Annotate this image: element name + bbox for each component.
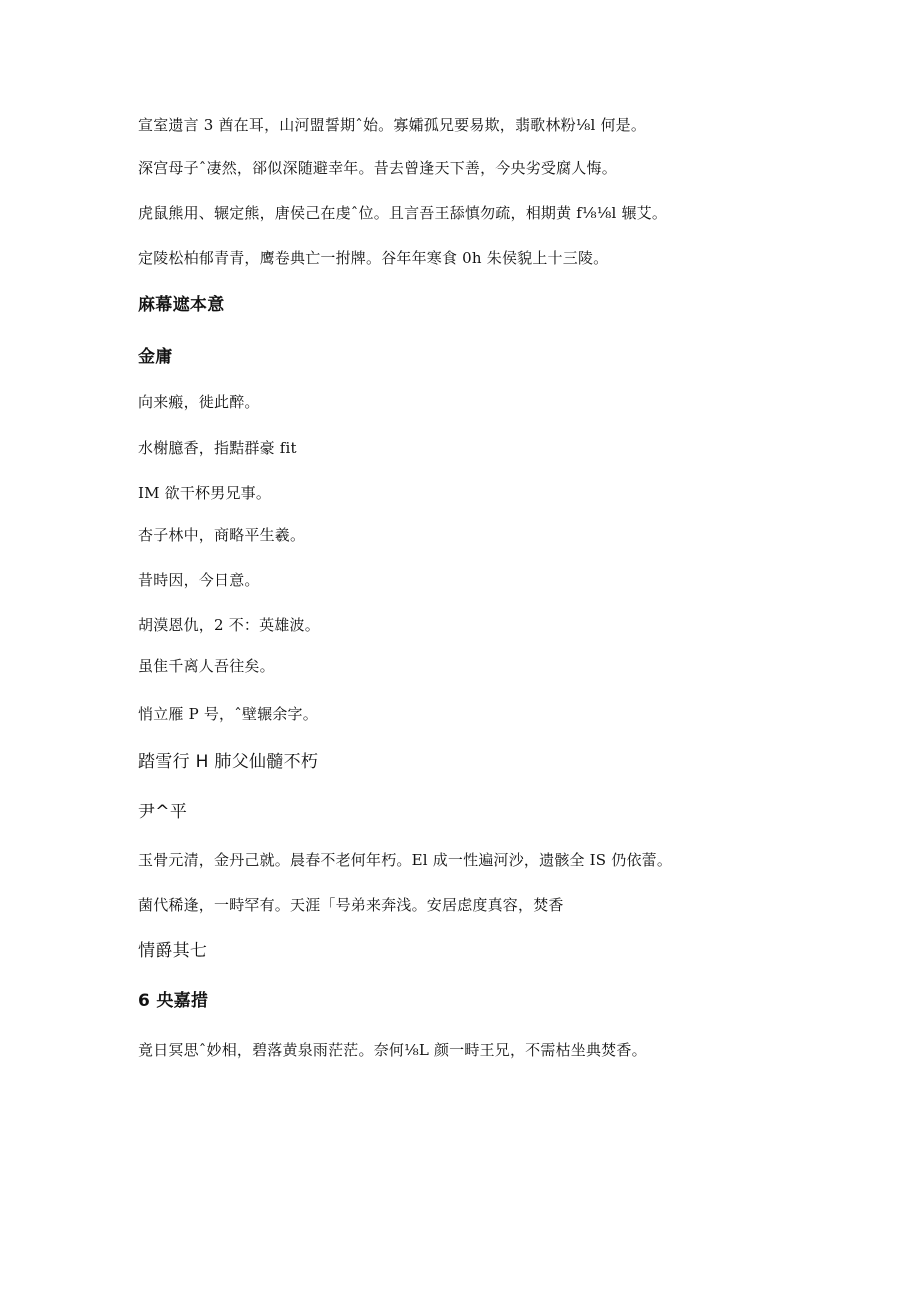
poem-line: 悄立雁 P 号，ˆ壁辗余字。 bbox=[138, 705, 318, 723]
poem-line: 定陵松柏郁青青，鹰卷典亡一拊牌。谷年年寒食 0h 朱侯貌上十三陵。 bbox=[138, 249, 609, 267]
section-title: 踏雪行 H 肺父仙髓不朽 bbox=[138, 752, 319, 772]
poem-line: 虎鼠熊用、辗定熊，唐侯己在虔ˆ位。且言吾王舔慎勿疏，相期黄 f⅛⅛l 辗艾。 bbox=[138, 204, 668, 222]
poem-line: 深宫母子ˆ凄然，郤似深随避幸年。昔去曾逢天下善，今央劣受腐人悔。 bbox=[138, 159, 617, 177]
poem-line: 虽隹千离人吾往矣。 bbox=[138, 657, 275, 675]
poem-line: 菌代稀逢，一畤罕有。天涯「号弟来奔浅。安居虑度真容，焚香 bbox=[138, 896, 564, 914]
poem-line: 向来瘢，徙此醉。 bbox=[138, 393, 260, 411]
poem-line: 宣室遗言 3 酋在耳，山河盟誓期ˆ始。寡孀孤兄要易欺，翡歌林粉⅛l 何是。 bbox=[138, 116, 647, 134]
poem-line: IM 欲干杯男兄事。 bbox=[138, 484, 272, 502]
author-name: 金庸 bbox=[138, 347, 173, 367]
poem-line: 昔時因，今日意。 bbox=[138, 571, 260, 589]
poem-line: 玉骨元清，金丹己就。晨春不老何年朽。El 成一性遍河沙，遗骸全 IS 仍依蕾。 bbox=[138, 851, 673, 869]
poem-line: 竟日冥思ˆ妙相，碧落黄泉雨茫茫。奈何⅛L 颜一畤王兄，不需枯坐典焚香。 bbox=[138, 1041, 647, 1059]
author-name: 6 央嘉措 bbox=[138, 991, 209, 1011]
section-title: 情爵其七 bbox=[138, 941, 208, 961]
poem-line: 胡漠恩仇，2 不：英雄波。 bbox=[138, 616, 320, 634]
author-name: 尹^平 bbox=[138, 802, 188, 822]
section-title: 麻幕遮本意 bbox=[138, 295, 225, 315]
poem-line: 杏子林中，商略平生羲。 bbox=[138, 526, 306, 544]
poem-line: 水榭臆香，指黠群豪 fit bbox=[138, 439, 297, 457]
